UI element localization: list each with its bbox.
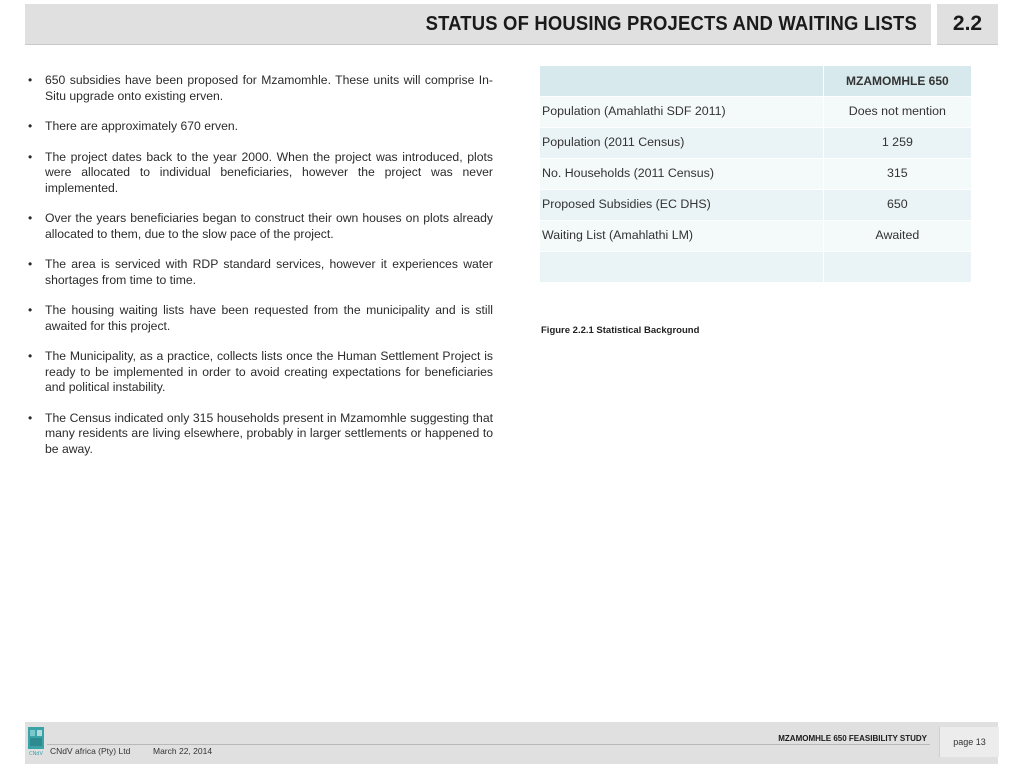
bullet-item: • The housing waiting lists have been requested from the municipality and is still awaited for this project. xyxy=(28,303,493,334)
footer-date: March 22, 2014 xyxy=(153,746,213,756)
row-label xyxy=(540,252,823,283)
row-label: Proposed Subsidies (EC DHS) xyxy=(540,190,823,221)
table-row xyxy=(540,159,972,190)
row-label: Waiting List (Amahlathi LM) xyxy=(540,221,823,252)
bullet-item: • The Municipality, as a practice, collects lists once the Human Settlement Project is ready to be implemented in order to avoid creating expectations for beneficiaries and political instability. xyxy=(28,349,493,396)
header-bar xyxy=(25,4,931,45)
page-number-box xyxy=(939,727,999,757)
page-title: STATUS OF HOUSING PROJECTS AND WAITING LISTS xyxy=(425,12,917,35)
bullet-item: • Over the years beneficiaries began to construct their own houses on plots already allocated to them, due to the slow pace of the project. xyxy=(28,211,493,242)
footer-divider xyxy=(47,744,930,745)
bullet-item: • 650 subsidies have been proposed for Mzamomhle. These units will comprise In-Situ upgrade onto existing erven. xyxy=(28,73,493,104)
section-number: 2.2 xyxy=(952,12,983,35)
row-value: 1 259 xyxy=(823,128,971,159)
table-row xyxy=(540,190,972,221)
table-row xyxy=(540,128,972,159)
row-value xyxy=(823,252,971,283)
row-value: 315 xyxy=(823,159,971,190)
row-label: Population (2011 Census) xyxy=(540,128,823,159)
bullet-item: • There are approximately 670 erven. xyxy=(28,119,493,135)
table-header-blank xyxy=(540,66,823,97)
table-row xyxy=(540,221,972,252)
row-value: Does not mention xyxy=(823,97,971,128)
statistics-table xyxy=(540,66,972,283)
bullet-list xyxy=(28,73,493,472)
page-number: page 13 xyxy=(953,737,986,747)
logo-text: CNdV xyxy=(29,751,43,757)
figure-caption: Figure 2.2.1 Statistical Background xyxy=(541,325,700,336)
bullet-item: • The project dates back to the year 2000. When the project was introduced, plots were allocated to individual beneficiaries, however the project was never implemented. xyxy=(28,150,493,197)
bullet-item: • The area is serviced with RDP standard services, however it experiences water shortages from time to time. xyxy=(28,257,493,288)
bullet-item: • The Census indicated only 315 households present in Mzamomhle suggesting that many residents are living elsewhere, probably in larger settlements or happened to be away. xyxy=(28,411,493,458)
section-number-box xyxy=(937,4,998,45)
row-value: 650 xyxy=(823,190,971,221)
row-value: Awaited xyxy=(823,221,971,252)
table-row xyxy=(540,252,972,283)
footer-study-title: MZAMOMHLE 650 FEASIBILITY STUDY xyxy=(778,734,927,743)
table-header-row xyxy=(540,66,972,97)
footer-company: CNdV africa (Pty) Ltd xyxy=(50,746,131,756)
table-header-mzamomhle: MZAMOMHLE 650 xyxy=(823,66,971,97)
footer-bar xyxy=(25,722,998,764)
row-label: Population (Amahlathi SDF 2011) xyxy=(540,97,823,128)
table-row xyxy=(540,97,972,128)
row-label: No. Households (2011 Census) xyxy=(540,159,823,190)
company-logo-icon xyxy=(28,727,44,757)
